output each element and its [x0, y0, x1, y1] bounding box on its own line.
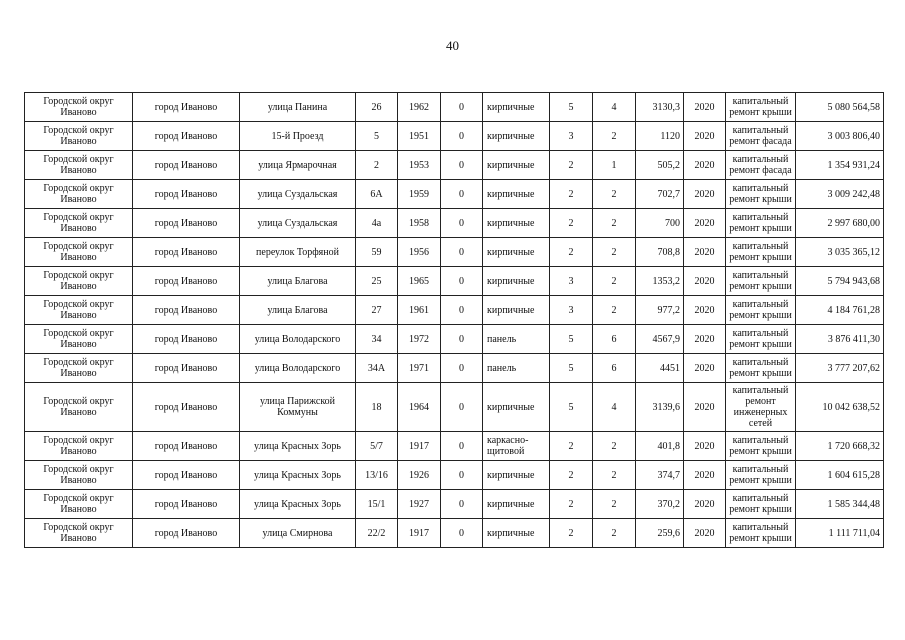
value-cell: 0: [441, 432, 483, 461]
floors-cell: 2: [550, 151, 593, 180]
house-number-cell: 13/16: [356, 461, 398, 490]
entrances-cell: 2: [593, 461, 636, 490]
plan-year-cell: 2020: [684, 432, 726, 461]
cost-cell: 3 035 365,12: [796, 238, 884, 267]
street-cell: улица Парижской Коммуны: [240, 383, 356, 432]
build-year-cell: 1962: [398, 93, 441, 122]
street-cell: улица Красных Зорь: [240, 432, 356, 461]
house-number-cell: 34: [356, 325, 398, 354]
work-type-cell: капитальный ремонт инженерных сетей: [726, 383, 796, 432]
build-year-cell: 1926: [398, 461, 441, 490]
work-type-cell: капитальный ремонт крыши: [726, 238, 796, 267]
street-cell: улица Благова: [240, 267, 356, 296]
build-year-cell: 1956: [398, 238, 441, 267]
settlement-cell: город Иваново: [133, 296, 240, 325]
floors-cell: 2: [550, 209, 593, 238]
area-cell: 4451: [636, 354, 684, 383]
entrances-cell: 2: [593, 122, 636, 151]
wall-material-cell: панель: [483, 354, 550, 383]
floors-cell: 5: [550, 354, 593, 383]
plan-year-cell: 2020: [684, 238, 726, 267]
cost-cell: 1 720 668,32: [796, 432, 884, 461]
settlement-cell: город Иваново: [133, 209, 240, 238]
house-number-cell: 5: [356, 122, 398, 151]
municipality-cell: Городской округ Иваново: [25, 432, 133, 461]
value-cell: 0: [441, 209, 483, 238]
table-row: [25, 461, 884, 490]
entrances-cell: 6: [593, 325, 636, 354]
house-number-cell: 27: [356, 296, 398, 325]
table-row: [25, 432, 884, 461]
street-cell: улица Панина: [240, 93, 356, 122]
cost-cell: 10 042 638,52: [796, 383, 884, 432]
build-year-cell: 1959: [398, 180, 441, 209]
work-type-cell: капитальный ремонт фасада: [726, 122, 796, 151]
street-cell: улица Суздальская: [240, 209, 356, 238]
entrances-cell: 2: [593, 519, 636, 548]
area-cell: 1353,2: [636, 267, 684, 296]
plan-year-cell: 2020: [684, 296, 726, 325]
area-cell: 700: [636, 209, 684, 238]
floors-cell: 2: [550, 432, 593, 461]
street-cell: улица Благова: [240, 296, 356, 325]
value-cell: 0: [441, 490, 483, 519]
wall-material-cell: кирпичные: [483, 151, 550, 180]
cost-cell: 4 184 761,28: [796, 296, 884, 325]
value-cell: 0: [441, 383, 483, 432]
value-cell: 0: [441, 180, 483, 209]
area-cell: 259,6: [636, 519, 684, 548]
work-type-cell: капитальный ремонт крыши: [726, 325, 796, 354]
municipality-cell: Городской округ Иваново: [25, 180, 133, 209]
work-type-cell: капитальный ремонт крыши: [726, 490, 796, 519]
build-year-cell: 1971: [398, 354, 441, 383]
build-year-cell: 1927: [398, 490, 441, 519]
area-cell: 3130,3: [636, 93, 684, 122]
municipality-cell: Городской округ Иваново: [25, 151, 133, 180]
entrances-cell: 2: [593, 490, 636, 519]
floors-cell: 3: [550, 296, 593, 325]
cost-cell: 5 080 564,58: [796, 93, 884, 122]
settlement-cell: город Иваново: [133, 519, 240, 548]
value-cell: 0: [441, 122, 483, 151]
work-type-cell: капитальный ремонт крыши: [726, 93, 796, 122]
settlement-cell: город Иваново: [133, 432, 240, 461]
floors-cell: 2: [550, 519, 593, 548]
cost-cell: 3 777 207,62: [796, 354, 884, 383]
house-number-cell: 4а: [356, 209, 398, 238]
table-row: [25, 238, 884, 267]
area-cell: 702,7: [636, 180, 684, 209]
area-cell: 977,2: [636, 296, 684, 325]
floors-cell: 5: [550, 383, 593, 432]
table-row: [25, 354, 884, 383]
table-row: [25, 209, 884, 238]
area-cell: 374,7: [636, 461, 684, 490]
municipality-cell: Городской округ Иваново: [25, 490, 133, 519]
entrances-cell: 2: [593, 267, 636, 296]
value-cell: 0: [441, 461, 483, 490]
area-cell: 3139,6: [636, 383, 684, 432]
build-year-cell: 1961: [398, 296, 441, 325]
plan-year-cell: 2020: [684, 325, 726, 354]
street-cell: 15-й Проезд: [240, 122, 356, 151]
floors-cell: 2: [550, 238, 593, 267]
municipality-cell: Городской округ Иваново: [25, 354, 133, 383]
street-cell: улица Ярмарочная: [240, 151, 356, 180]
cost-cell: 1 111 711,04: [796, 519, 884, 548]
house-number-cell: 22/2: [356, 519, 398, 548]
street-cell: переулок Торфяной: [240, 238, 356, 267]
table-row: [25, 296, 884, 325]
wall-material-cell: кирпичные: [483, 122, 550, 151]
wall-material-cell: кирпичные: [483, 519, 550, 548]
plan-year-cell: 2020: [684, 490, 726, 519]
settlement-cell: город Иваново: [133, 461, 240, 490]
work-type-cell: капитальный ремонт крыши: [726, 180, 796, 209]
plan-year-cell: 2020: [684, 383, 726, 432]
settlement-cell: город Иваново: [133, 490, 240, 519]
area-cell: 401,8: [636, 432, 684, 461]
cost-cell: 3 003 806,40: [796, 122, 884, 151]
settlement-cell: город Иваново: [133, 383, 240, 432]
floors-cell: 2: [550, 180, 593, 209]
house-number-cell: 15/1: [356, 490, 398, 519]
build-year-cell: 1958: [398, 209, 441, 238]
street-cell: улица Красных Зорь: [240, 490, 356, 519]
municipality-cell: Городской округ Иваново: [25, 122, 133, 151]
build-year-cell: 1972: [398, 325, 441, 354]
work-type-cell: капитальный ремонт крыши: [726, 432, 796, 461]
house-number-cell: 25: [356, 267, 398, 296]
value-cell: 0: [441, 93, 483, 122]
municipality-cell: Городской округ Иваново: [25, 519, 133, 548]
area-cell: 1120: [636, 122, 684, 151]
work-type-cell: капитальный ремонт крыши: [726, 354, 796, 383]
municipality-cell: Городской округ Иваново: [25, 296, 133, 325]
settlement-cell: город Иваново: [133, 354, 240, 383]
plan-year-cell: 2020: [684, 180, 726, 209]
wall-material-cell: кирпичные: [483, 238, 550, 267]
wall-material-cell: кирпичные: [483, 461, 550, 490]
wall-material-cell: кирпичные: [483, 296, 550, 325]
street-cell: улица Володарского: [240, 325, 356, 354]
table-row: [25, 267, 884, 296]
entrances-cell: 2: [593, 180, 636, 209]
table-row: [25, 180, 884, 209]
wall-material-cell: каркасно-щитовой: [483, 432, 550, 461]
entrances-cell: 6: [593, 354, 636, 383]
value-cell: 0: [441, 325, 483, 354]
table-row: [25, 151, 884, 180]
settlement-cell: город Иваново: [133, 180, 240, 209]
entrances-cell: 4: [593, 383, 636, 432]
area-cell: 4567,9: [636, 325, 684, 354]
build-year-cell: 1917: [398, 519, 441, 548]
house-number-cell: 26: [356, 93, 398, 122]
wall-material-cell: кирпичные: [483, 267, 550, 296]
floors-cell: 3: [550, 267, 593, 296]
plan-year-cell: 2020: [684, 354, 726, 383]
value-cell: 0: [441, 519, 483, 548]
build-year-cell: 1953: [398, 151, 441, 180]
cost-cell: 2 997 680,00: [796, 209, 884, 238]
street-cell: улица Красных Зорь: [240, 461, 356, 490]
street-cell: улица Володарского: [240, 354, 356, 383]
municipality-cell: Городской округ Иваново: [25, 93, 133, 122]
plan-year-cell: 2020: [684, 209, 726, 238]
house-number-cell: 59: [356, 238, 398, 267]
value-cell: 0: [441, 238, 483, 267]
street-cell: улица Суздальская: [240, 180, 356, 209]
value-cell: 0: [441, 267, 483, 296]
cost-cell: 3 876 411,30: [796, 325, 884, 354]
work-type-cell: капитальный ремонт фасада: [726, 151, 796, 180]
settlement-cell: город Иваново: [133, 267, 240, 296]
settlement-cell: город Иваново: [133, 325, 240, 354]
municipality-cell: Городской округ Иваново: [25, 238, 133, 267]
repair-program-table: [24, 92, 884, 548]
wall-material-cell: кирпичные: [483, 383, 550, 432]
house-number-cell: 6А: [356, 180, 398, 209]
entrances-cell: 4: [593, 93, 636, 122]
house-number-cell: 34А: [356, 354, 398, 383]
municipality-cell: Городской округ Иваново: [25, 383, 133, 432]
entrances-cell: 2: [593, 296, 636, 325]
settlement-cell: город Иваново: [133, 122, 240, 151]
municipality-cell: Городской округ Иваново: [25, 461, 133, 490]
wall-material-cell: кирпичные: [483, 209, 550, 238]
plan-year-cell: 2020: [684, 93, 726, 122]
floors-cell: 5: [550, 325, 593, 354]
entrances-cell: 1: [593, 151, 636, 180]
settlement-cell: город Иваново: [133, 93, 240, 122]
table-row: [25, 93, 884, 122]
table-row: [25, 383, 884, 432]
work-type-cell: капитальный ремонт крыши: [726, 209, 796, 238]
floors-cell: 2: [550, 490, 593, 519]
municipality-cell: Городской округ Иваново: [25, 267, 133, 296]
build-year-cell: 1965: [398, 267, 441, 296]
house-number-cell: 5/7: [356, 432, 398, 461]
build-year-cell: 1917: [398, 432, 441, 461]
value-cell: 0: [441, 354, 483, 383]
wall-material-cell: кирпичные: [483, 490, 550, 519]
plan-year-cell: 2020: [684, 519, 726, 548]
work-type-cell: капитальный ремонт крыши: [726, 519, 796, 548]
cost-cell: 1 585 344,48: [796, 490, 884, 519]
value-cell: 0: [441, 296, 483, 325]
plan-year-cell: 2020: [684, 151, 726, 180]
cost-cell: 1 604 615,28: [796, 461, 884, 490]
entrances-cell: 2: [593, 238, 636, 267]
cost-cell: 5 794 943,68: [796, 267, 884, 296]
build-year-cell: 1964: [398, 383, 441, 432]
floors-cell: 3: [550, 122, 593, 151]
table-row: [25, 490, 884, 519]
settlement-cell: город Иваново: [133, 151, 240, 180]
entrances-cell: 2: [593, 432, 636, 461]
wall-material-cell: кирпичные: [483, 180, 550, 209]
work-type-cell: капитальный ремонт крыши: [726, 461, 796, 490]
house-number-cell: 2: [356, 151, 398, 180]
table-body: [25, 93, 884, 548]
wall-material-cell: панель: [483, 325, 550, 354]
plan-year-cell: 2020: [684, 461, 726, 490]
plan-year-cell: 2020: [684, 122, 726, 151]
work-type-cell: капитальный ремонт крыши: [726, 267, 796, 296]
area-cell: 370,2: [636, 490, 684, 519]
wall-material-cell: кирпичные: [483, 93, 550, 122]
area-cell: 708,8: [636, 238, 684, 267]
municipality-cell: Городской округ Иваново: [25, 209, 133, 238]
work-type-cell: капитальный ремонт крыши: [726, 296, 796, 325]
cost-cell: 1 354 931,24: [796, 151, 884, 180]
floors-cell: 5: [550, 93, 593, 122]
entrances-cell: 2: [593, 209, 636, 238]
table-row: [25, 519, 884, 548]
table-row: [25, 325, 884, 354]
build-year-cell: 1951: [398, 122, 441, 151]
municipality-cell: Городской округ Иваново: [25, 325, 133, 354]
street-cell: улица Смирнова: [240, 519, 356, 548]
cost-cell: 3 009 242,48: [796, 180, 884, 209]
settlement-cell: город Иваново: [133, 238, 240, 267]
floors-cell: 2: [550, 461, 593, 490]
house-number-cell: 18: [356, 383, 398, 432]
area-cell: 505,2: [636, 151, 684, 180]
plan-year-cell: 2020: [684, 267, 726, 296]
table-row: [25, 122, 884, 151]
page-number: 40: [446, 38, 459, 53]
value-cell: 0: [441, 151, 483, 180]
